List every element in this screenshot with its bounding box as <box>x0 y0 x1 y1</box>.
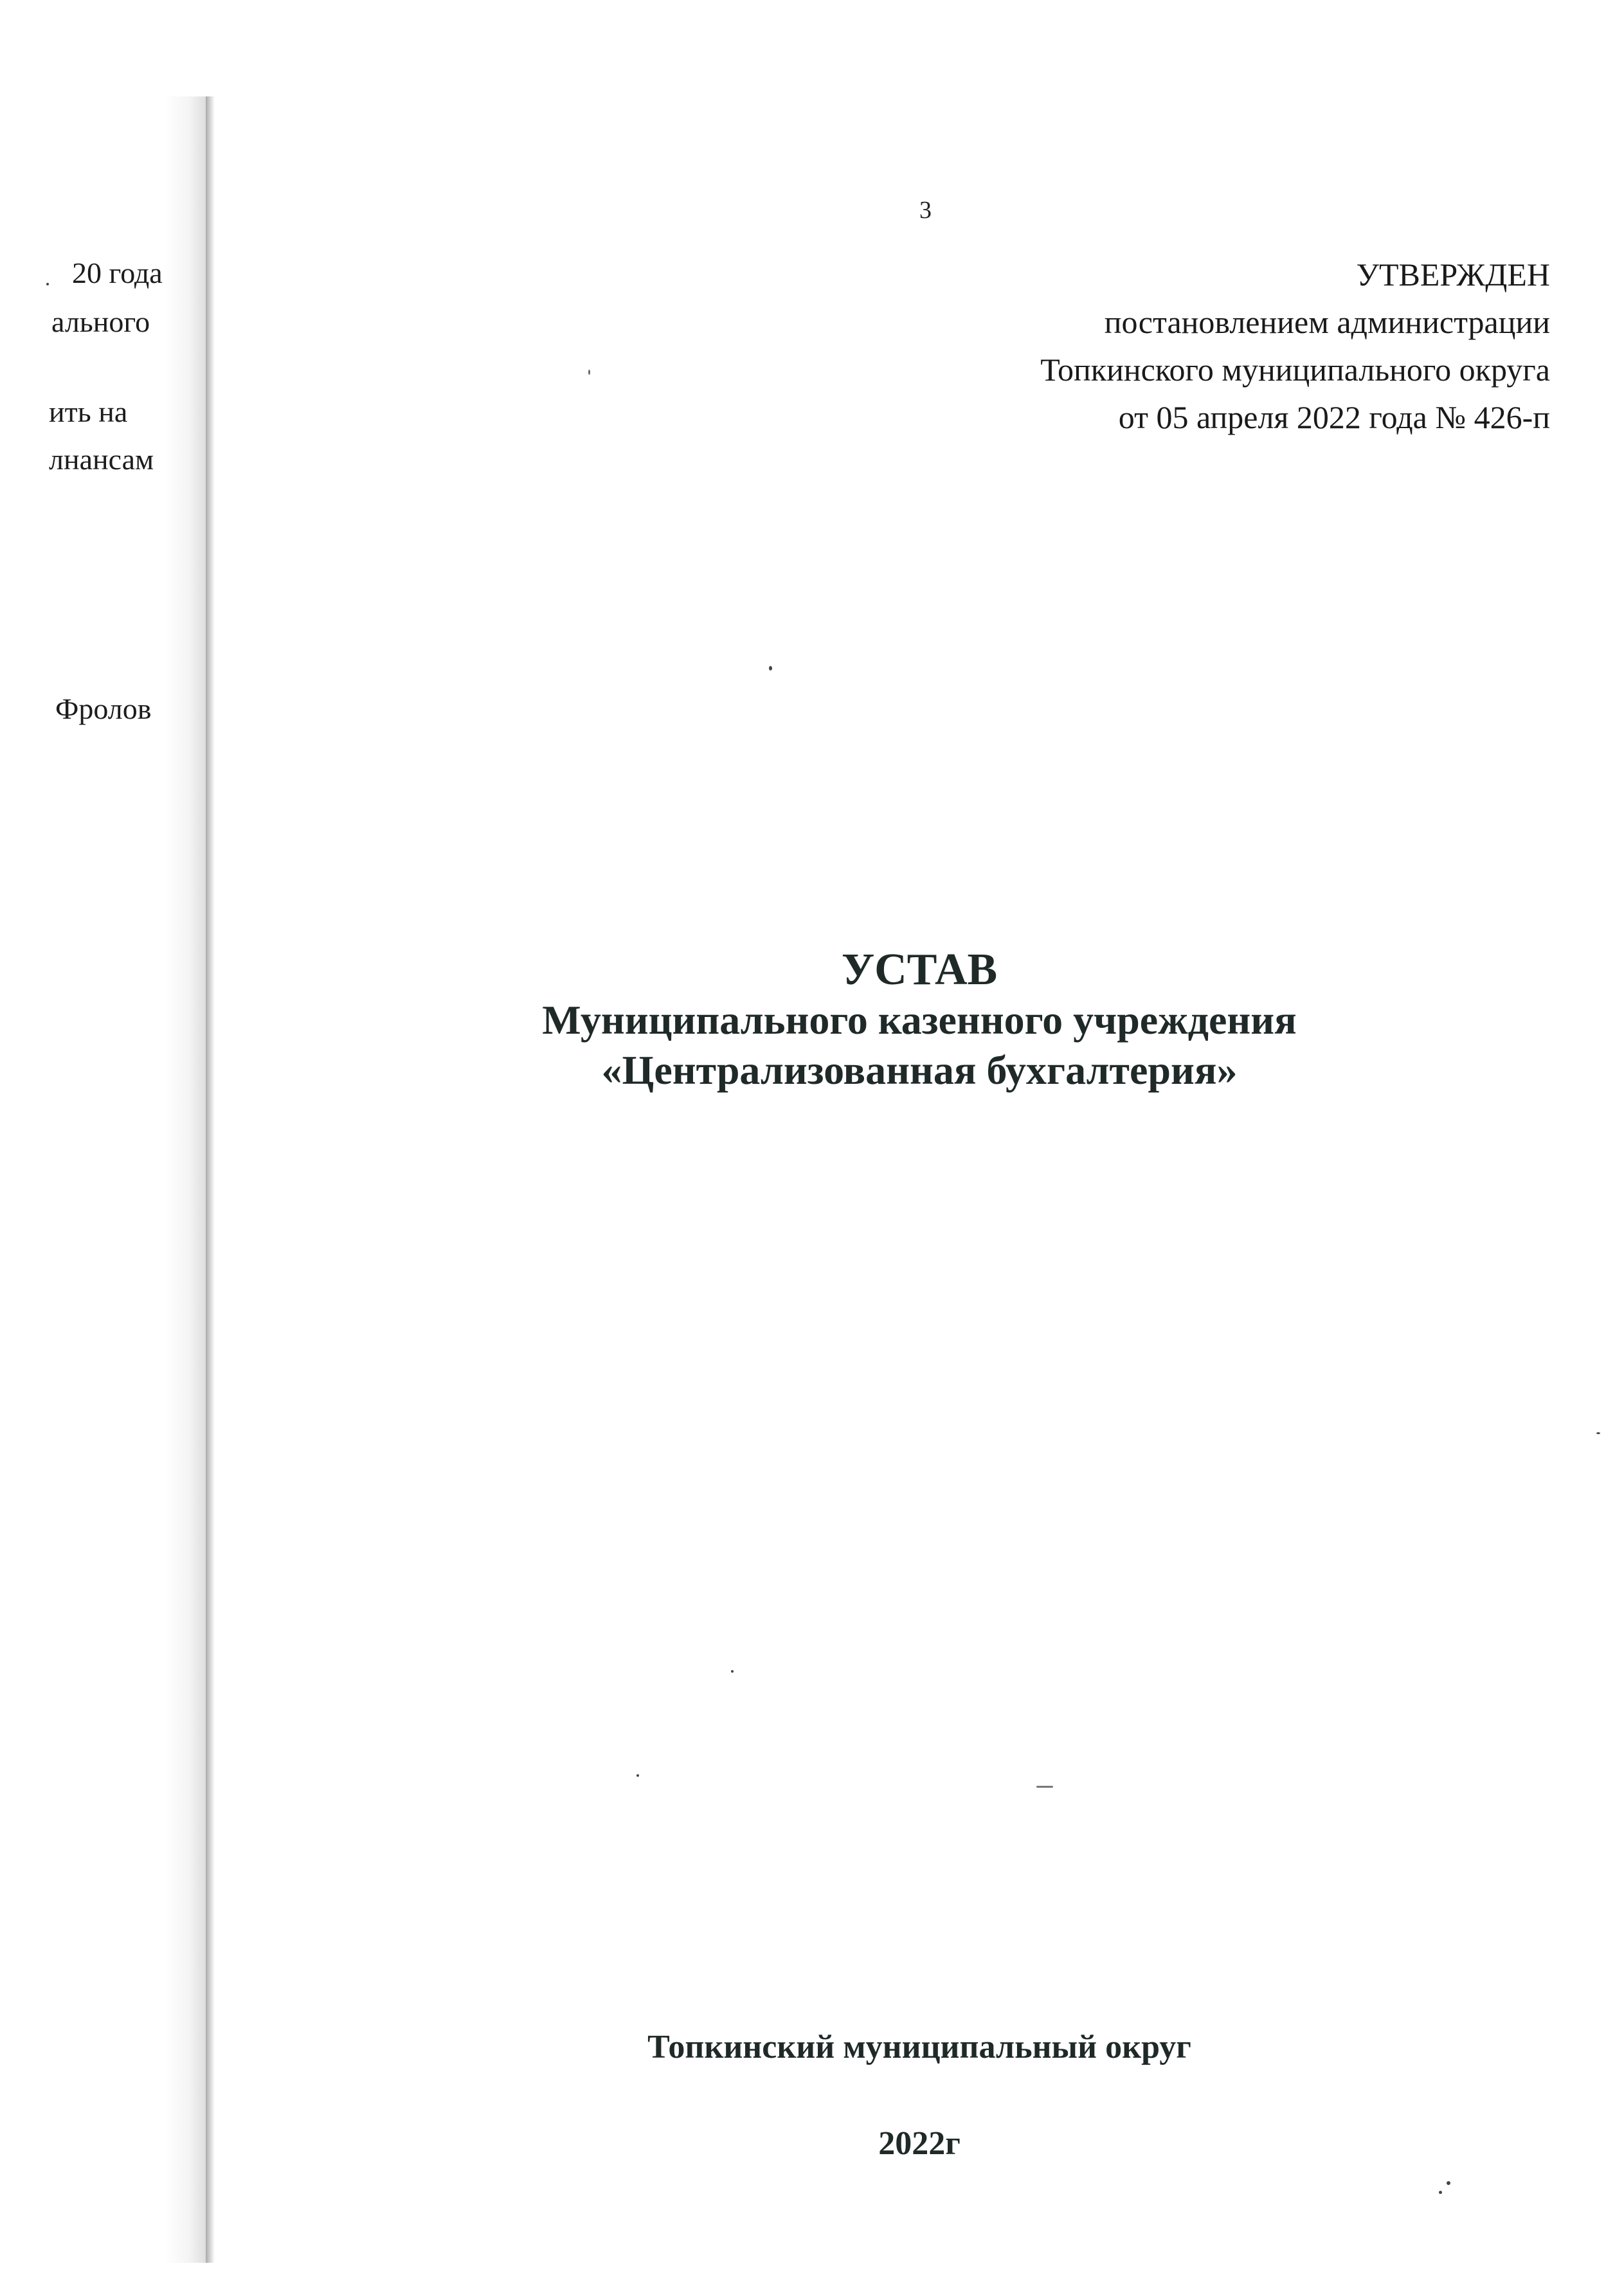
title-line: «Централизованная бухгалтерия» <box>601 1047 1238 1093</box>
scan-speck <box>588 370 590 375</box>
footer-place: Топкинский муниципальный округ <box>647 2029 1191 2065</box>
scan-speck <box>1439 2191 1442 2194</box>
scan-speck <box>636 1774 639 1777</box>
footer-year: 2022г <box>878 2125 961 2162</box>
underlying-text-fragment: лнансам <box>49 443 154 476</box>
scan-speck <box>1447 2181 1450 2185</box>
underlying-text-fragment: ить на <box>49 395 128 428</box>
approval-line: Топкинского муниципального округа <box>1040 352 1550 388</box>
underlying-text-fragment: Фролов <box>55 692 152 725</box>
approval-line: постановлением администрации <box>1104 304 1550 340</box>
underlying-text-fragment: ального <box>51 305 150 338</box>
scan-speck <box>1036 1786 1053 1788</box>
underlying-text-fragment: 20 года <box>72 256 163 289</box>
title-main: УСТАВ <box>841 945 998 994</box>
underlying-sheet-edge <box>206 96 215 2263</box>
scan-speck <box>46 283 49 285</box>
page-number: 3 <box>919 197 932 224</box>
approval-block <box>1040 251 1550 441</box>
scan-speck <box>1596 1432 1600 1434</box>
scan-speck <box>769 666 772 670</box>
document-title <box>215 945 1624 1095</box>
approval-date-number: от 05 апреля 2022 года № 426-п <box>1118 399 1550 435</box>
approval-heading: УТВЕРЖДЕН <box>1356 256 1550 292</box>
title-line: Муниципального казенного учреждения <box>542 997 1297 1043</box>
scan-speck <box>731 1670 734 1673</box>
